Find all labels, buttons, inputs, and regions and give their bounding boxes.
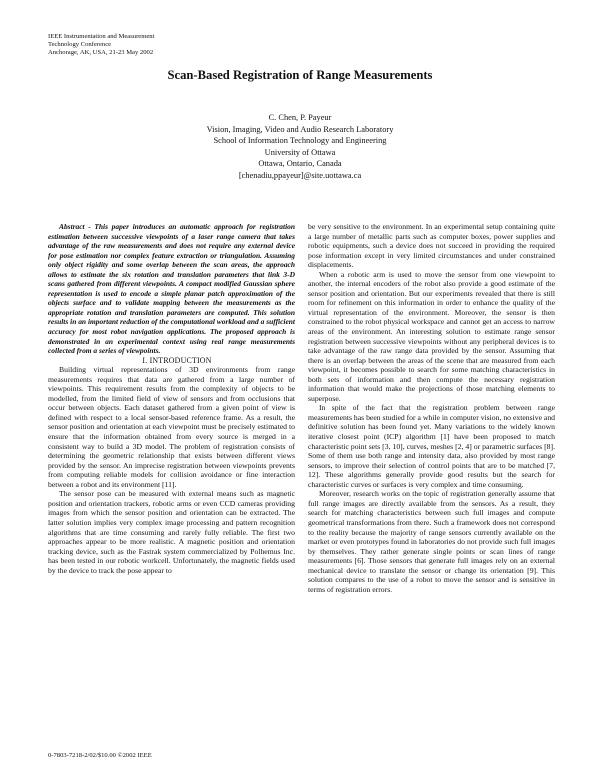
author-university: University of Ottawa [264, 147, 336, 157]
conference-line-1: IEEE Instrumentation and Measurement [48, 33, 155, 40]
body-paragraph: Building virtual representations of 3D environments from range measurements requires that data are gathered from a large number of viewpoints. This requirement results from the complexity of objects to be modelled, from the limited field of view of sensors and from occlusions that occur between objects. Each dataset gathered from a given point of view is defined with respect to a local sensor-based reference frame. As a result, the sensor position and orientation at each viewpoint must be precisely estimated to ensure that the information obtained from every source is merged in a consistent way to build a 3D model. The problem of registration consists of determining the geometric relationship that exists between different views provided by the sensor. An imprecise registration between viewpoints prevents from computing reliable models for collision avoidance or fine interaction between a robot and its environment [11]. [48, 365, 295, 489]
left-column [48, 222, 295, 575]
right-column [308, 222, 555, 594]
author-email: [chenadiu,ppayeur]@site.uottawa.ca [238, 170, 362, 180]
author-school: School of Information Technology and Engineering [213, 136, 387, 145]
author-lab: Vision, Imaging, Video and Audio Research Laboratory [206, 124, 394, 134]
abstract: Abstract - This paper introduces an automatic approach for registration estimation between successive viewpoints of a laser range camera that takes advantage of the raw measurements and does not require any external device for pose estimation nor complex feature extraction or triangulation. Assuming only object rigidity and some overlap between the scan areas, the approach allows to estimate the six rotation and translation parameters that link 3-D scans gathered from different viewpoints. A compact modified Gaussian sphere representation is used to encode a simple planar patch approximation of the objects surface and to validate mapping between the measurements as the appropriate rotation and translation parameters are computed. This solution results in an important reduction of the computational workload and a sufficient accuracy for most robot navigation applications. The proposed approach is demonstrated in an experimental context using real range measurements collected from a series of viewpoints. [48, 222, 295, 356]
body-paragraph: Moreover, research works on the topic of registration generally assume that full range images are directly available from the sensors. As a result, they search for matching characteristics between such full images and compute geometrical transformations from there. Such a framework does not correspond to the reality because the majority of range sensors currently available on the market or even prototypes found in laboratories do not provide such full images by themselves. They rather generate single points or scan lines of range measurements [6]. Those sensors that generate full images rely on an external mechanical device to translate the sensor or change its orientation [9]. This solution compares to the use of a robot to move the sensor and is sensitive in terms of registration errors. [308, 489, 555, 594]
section-heading: I. INTRODUCTION [142, 355, 212, 365]
author-block [0, 112, 600, 181]
conference-line-3: Anchorage, AK, USA, 21-23 May 2002 [48, 49, 154, 57]
body-paragraph: The sensor pose can be measured with external means such as magnetic position and orientation trackers, robotic arms or even CCD cameras providing images from which the sensor position and orientation can be extracted. The latter solution implies very complex image processing and pattern recognition algorithms that are time consuming and rarely fully reliable. The first two approaches appear to be more realistic. A magnetic position and orientation tracking device, such as the Fastrak system commercialized by Polhemus Inc. has been tested in our robotic workcell. Unfortunately, the magnetic fields used by the device to track the pose appear to [48, 489, 295, 575]
author-names: C. Chen, P. Payeur [268, 113, 332, 122]
conference-line-2: Technology Conference [48, 41, 112, 49]
copyright-footer: 0-7803-7218-2/02/$10.00 ©2002 IEEE [48, 752, 152, 759]
body-paragraph: When a robotic arm is used to move the sensor from one viewpoint to another, the internal encoders of the robot also provide a good estimate of the sensor position and orientation. But our experiments revealed that there is still room for refinement on this information in order to enhance the quality of the virtual representation of the environment. Moreover, the sensor is then constrained to the robot physical workspace and cannot get an access to narrow areas of the environment. An interesting solution to estimate range sensor registration between successive viewpoints without any peripheral devices is to take advantage of the raw range data provided by the sensor. Assuming that there is an overlap between the areas of the scene that are measured from each viewpoint, it becomes possible to search for some matching characteristics in both sets of information and then compute the necessary registration information that would make the projections of those matching elements to superpose. [308, 269, 555, 403]
author-location: Ottawa, Ontario, Canada [258, 159, 342, 168]
body-paragraph: be very sensitive to the environment. In an experimental setup containing quite a large number of metallic parts such as computer boxes, power supplies and robotic equipments, such a device does not succeed in providing the required pose information except in very limited circumstances and under constrained displacements. [308, 222, 555, 270]
body-paragraph: In spite of the fact that the registration problem between range measurements has been studied for a while in computer vision, no extensive and definitive solution has been found yet. Many variations to the widely known iterative closest point (ICP) algorithm [1] have been proposed to match characteristic point sets [3, 10], curves, meshes [2, 4] or parametric surfaces [8]. Some of them use both range and intensity data, also provided by most range sensors, to improve their selection of control points that are to be matched [7, 12]. These algorithms generally provide good results but the search for characteristic curves or surfaces is very complex and time consuming. [308, 403, 556, 489]
conference-header [48, 33, 154, 58]
paper-title: Scan-Based Registration of Range Measurements [167, 68, 433, 82]
